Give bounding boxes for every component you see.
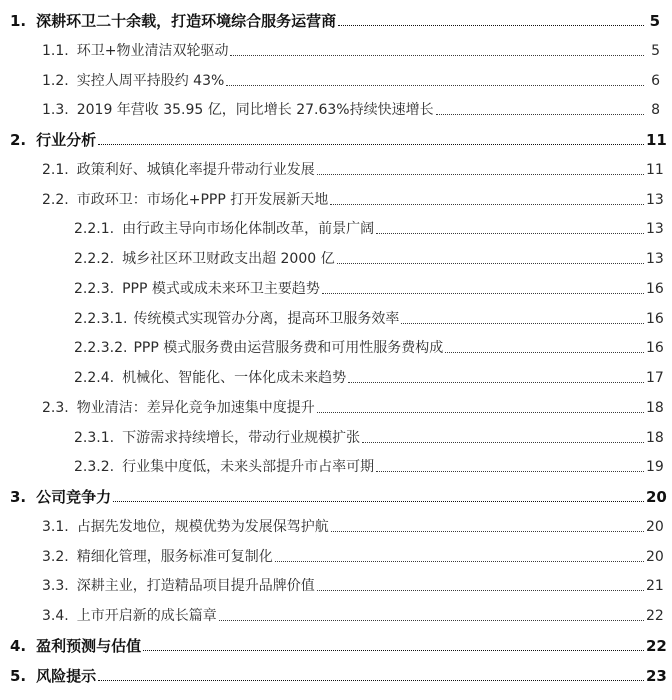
toc-page-number: 16 — [646, 310, 664, 327]
toc-leader-dots — [219, 619, 644, 621]
toc-entry[interactable] — [0, 121, 672, 149]
toc-number: 2.1. — [42, 161, 69, 178]
toc-leader-dots — [445, 351, 644, 353]
toc-title: 行业集中度低，未来头部提升市占率可期 — [122, 459, 375, 476]
toc-title: 下游需求持续增长，带动行业规模扩张 — [122, 429, 361, 446]
toc-entry[interactable] — [0, 538, 672, 566]
toc-entry[interactable] — [0, 181, 672, 209]
toc-entry[interactable] — [0, 359, 672, 387]
toc-title: 行业分析 — [36, 131, 97, 149]
toc-page-number: 8 — [651, 102, 660, 119]
toc-entry[interactable] — [0, 91, 672, 119]
toc-page-number: 13 — [646, 221, 664, 238]
toc-page-number: 18 — [646, 429, 664, 446]
toc-page-number: 19 — [646, 459, 664, 476]
toc-number: 3. — [10, 488, 27, 506]
toc-number: 1. — [10, 12, 27, 30]
toc-leader-dots — [98, 679, 644, 681]
toc-entry[interactable] — [0, 567, 672, 595]
toc-number: 5. — [10, 666, 27, 685]
toc-title: 政策利好、城镇化率提升带动行业发展 — [76, 161, 315, 178]
toc-entry[interactable] — [0, 300, 672, 328]
toc-page-number: 20 — [646, 518, 664, 535]
toc-title: 环卫+物业清洁双轮驱动 — [76, 42, 229, 59]
toc-number: 3.1. — [42, 518, 69, 535]
toc-leader-dots — [337, 262, 644, 264]
toc-entry[interactable] — [0, 151, 672, 179]
toc-leader-dots — [317, 589, 644, 591]
toc-number: 1.1. — [42, 42, 69, 59]
toc-title: 深耕环卫二十余载，打造环境综合服务运营商 — [36, 12, 337, 30]
toc-page-number: 23 — [646, 666, 667, 685]
toc-leader-dots — [436, 113, 644, 115]
toc-leader-dots — [317, 173, 644, 175]
toc-title: 盈利预测与估值 — [36, 636, 142, 655]
toc-page-number: 16 — [646, 280, 664, 297]
toc-number: 4. — [10, 636, 27, 655]
toc-entry[interactable] — [0, 657, 672, 685]
toc-number: 2.3.1. — [74, 429, 115, 446]
toc-entry[interactable] — [0, 329, 672, 357]
toc-entry[interactable] — [0, 448, 672, 476]
toc-leader-dots — [226, 84, 644, 86]
toc-leader-dots — [338, 24, 644, 26]
toc-page-number: 6 — [651, 72, 660, 89]
toc-entry[interactable] — [0, 508, 672, 536]
toc-number: 2.3.2. — [74, 459, 115, 476]
toc-number: 2.2.4. — [74, 370, 115, 386]
toc-entry[interactable] — [0, 627, 672, 655]
toc-number: 3.2. — [42, 548, 69, 565]
toc-leader-dots — [401, 322, 644, 324]
toc-entry[interactable] — [0, 210, 672, 238]
toc-page-number: 16 — [646, 340, 664, 357]
toc-title: 上市开启新的成长篇章 — [76, 608, 217, 624]
toc-title: 公司竞争力 — [36, 488, 112, 506]
toc-number: 2.2.3.2. — [74, 340, 128, 357]
toc-leader-dots — [376, 470, 644, 472]
toc-leader-dots — [317, 411, 644, 413]
toc-page-number: 18 — [646, 399, 664, 416]
toc-title: 精细化管理，服务标准可复制化 — [76, 548, 273, 565]
toc-number: 2. — [10, 131, 27, 149]
toc-title: PPP 模式服务费由运营服务费和可用性服务费构成 — [133, 340, 444, 357]
toc-leader-dots — [275, 560, 644, 562]
toc-title: 风险提示 — [36, 666, 97, 685]
toc-number: 2.2.1. — [74, 221, 115, 238]
toc-entry[interactable] — [0, 32, 672, 60]
toc-entry[interactable] — [0, 389, 672, 417]
toc-leader-dots — [143, 649, 644, 651]
toc-page-number: 13 — [646, 191, 664, 208]
toc-entry[interactable] — [0, 2, 672, 30]
toc-number: 1.3. — [42, 102, 69, 119]
toc-entry[interactable] — [0, 597, 672, 625]
toc-page-number: 21 — [646, 578, 664, 595]
toc-title: 市政环卫：市场化+PPP 打开发展新天地 — [76, 191, 329, 208]
toc-leader-dots — [362, 441, 644, 443]
toc-title: 占据先发地位，规模优势为发展保驾护航 — [76, 518, 329, 535]
toc-page-number: 22 — [646, 636, 667, 655]
toc-leader-dots — [376, 232, 644, 234]
toc-entry[interactable] — [0, 240, 672, 268]
toc-title: 由行政主导向市场化体制改革，前景广阔 — [122, 221, 375, 238]
toc-entry[interactable] — [0, 270, 672, 298]
toc-leader-dots — [98, 143, 644, 145]
toc-leader-dots — [348, 381, 644, 383]
toc-number: 3.3. — [42, 578, 69, 595]
toc-number: 2.2.3. — [74, 280, 115, 297]
toc-leader-dots — [331, 530, 644, 532]
toc-page-number: 20 — [646, 488, 667, 506]
toc-leader-dots — [330, 203, 644, 205]
toc-title: 深耕主业，打造精品项目提升品牌价值 — [76, 578, 315, 595]
toc-leader-dots — [322, 292, 644, 294]
toc-title: 实控人周平持股约 43% — [76, 72, 225, 89]
toc-title: PPP 模式或成未来环卫主要趋势 — [122, 280, 320, 297]
toc-page-number: 13 — [646, 251, 664, 267]
toc-entry[interactable] — [0, 419, 672, 447]
toc-title: 机械化、智能化、一体化成未来趋势 — [122, 370, 347, 386]
toc-leader-dots — [230, 54, 644, 56]
toc-page-number: 17 — [646, 370, 664, 386]
toc-page-number: 11 — [646, 131, 667, 149]
toc-entry[interactable] — [0, 478, 672, 506]
toc-number: 2.2.2. — [74, 251, 115, 267]
toc-page-number: 20 — [646, 548, 664, 565]
toc-number: 2.2.3.1. — [74, 310, 128, 327]
toc-title: 物业清洁：差异化竞争加速集中度提升 — [76, 399, 315, 416]
toc-page-number: 5 — [649, 12, 660, 30]
toc-title: 2019 年营收 35.95 亿，同比增长 27.63%持续快速增长 — [76, 102, 434, 119]
toc-number: 2.2. — [42, 191, 69, 208]
toc-number: 1.2. — [42, 72, 69, 89]
toc-number: 3.4. — [42, 608, 69, 624]
toc-entry[interactable] — [0, 62, 672, 90]
toc-leader-dots — [113, 500, 644, 502]
toc-page-number: 5 — [651, 42, 660, 59]
toc-title: 城乡社区环卫财政支出超 2000 亿 — [122, 251, 335, 267]
toc-page-number: 11 — [646, 161, 664, 178]
toc-title: 传统模式实现管办分离，提高环卫服务效率 — [133, 310, 400, 327]
toc-number: 2.3. — [42, 399, 69, 416]
toc-page-number: 22 — [646, 608, 664, 624]
